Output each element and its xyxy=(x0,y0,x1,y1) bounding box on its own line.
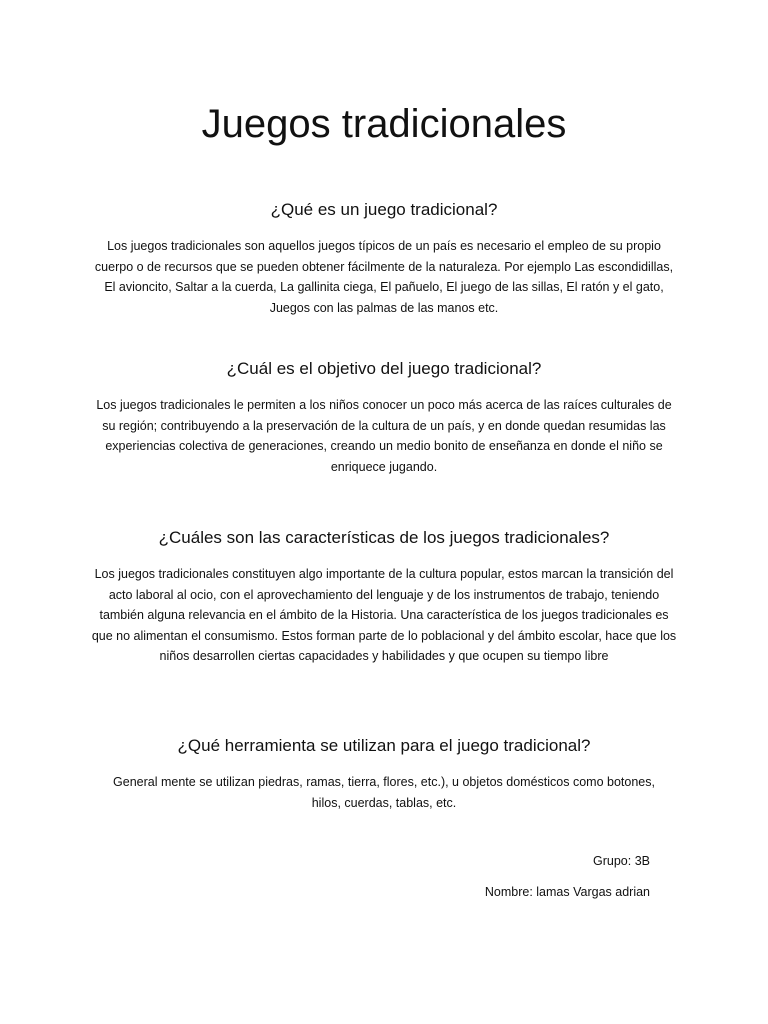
section-objective xyxy=(90,357,678,477)
page-title: Juegos tradicionales xyxy=(201,102,567,146)
section-characteristics xyxy=(90,526,678,667)
section-tools xyxy=(90,734,678,813)
section-heading: ¿Cuál es el objetivo del juego tradicional? xyxy=(226,359,542,378)
section-what-is xyxy=(90,198,678,318)
section-heading: ¿Qué es un juego tradicional? xyxy=(270,200,498,219)
section-body: Los juegos tradicionales constituyen algo importante de la cultura popular, estos marcan la transición del acto laboral al ocio, con el aprovechamiento del lenguaje y de los instrumentos de trabajo, teniendo también alguna relevancia en el ámbito de la Historia. Una característica de los juegos tradicionales es que no alimentan el consumismo. Estos forman parte de lo poblacional y del ámbito escolar, hace que los niños desarrollen ciertas capacidades y habilidades y que ocupen su tiempo libre xyxy=(91,567,677,663)
section-heading: ¿Cuáles son las características de los juegos tradicionales? xyxy=(158,528,610,547)
section-body: Los juegos tradicionales son aquellos juegos típicos de un país es necesario el empleo de su propio cuerpo o de recursos que se pueden obtener fácilmente de la naturaleza. Por ejemplo Las escondidillas, El avioncito, Saltar a la cuerda, La gallinita ciega, El pañuelo, El juego de las sillas, El ratón y el gato, Juegos con las palmas de las manos etc. xyxy=(94,239,674,315)
section-heading: ¿Qué herramienta se utilizan para el juego tradicional? xyxy=(177,736,591,755)
group-label: Grupo: 3B xyxy=(593,854,650,868)
section-body: General mente se utilizan piedras, ramas, tierra, flores, etc.), u objetos domésticos como botones, hilos, cuerdas, tablas, etc. xyxy=(113,775,655,810)
section-body: Los juegos tradicionales le permiten a los niños conocer un poco más acerca de las raíces culturales de su región; contribuyendo a la preservación de la cultura de un país, y en donde quedan resumidas las experiencias colectiva de generaciones, creando un medio bonito de enseñanza en donde el niño se enriquece jugando. xyxy=(96,398,672,474)
author-name: Nombre: lamas Vargas adrian xyxy=(484,885,650,899)
